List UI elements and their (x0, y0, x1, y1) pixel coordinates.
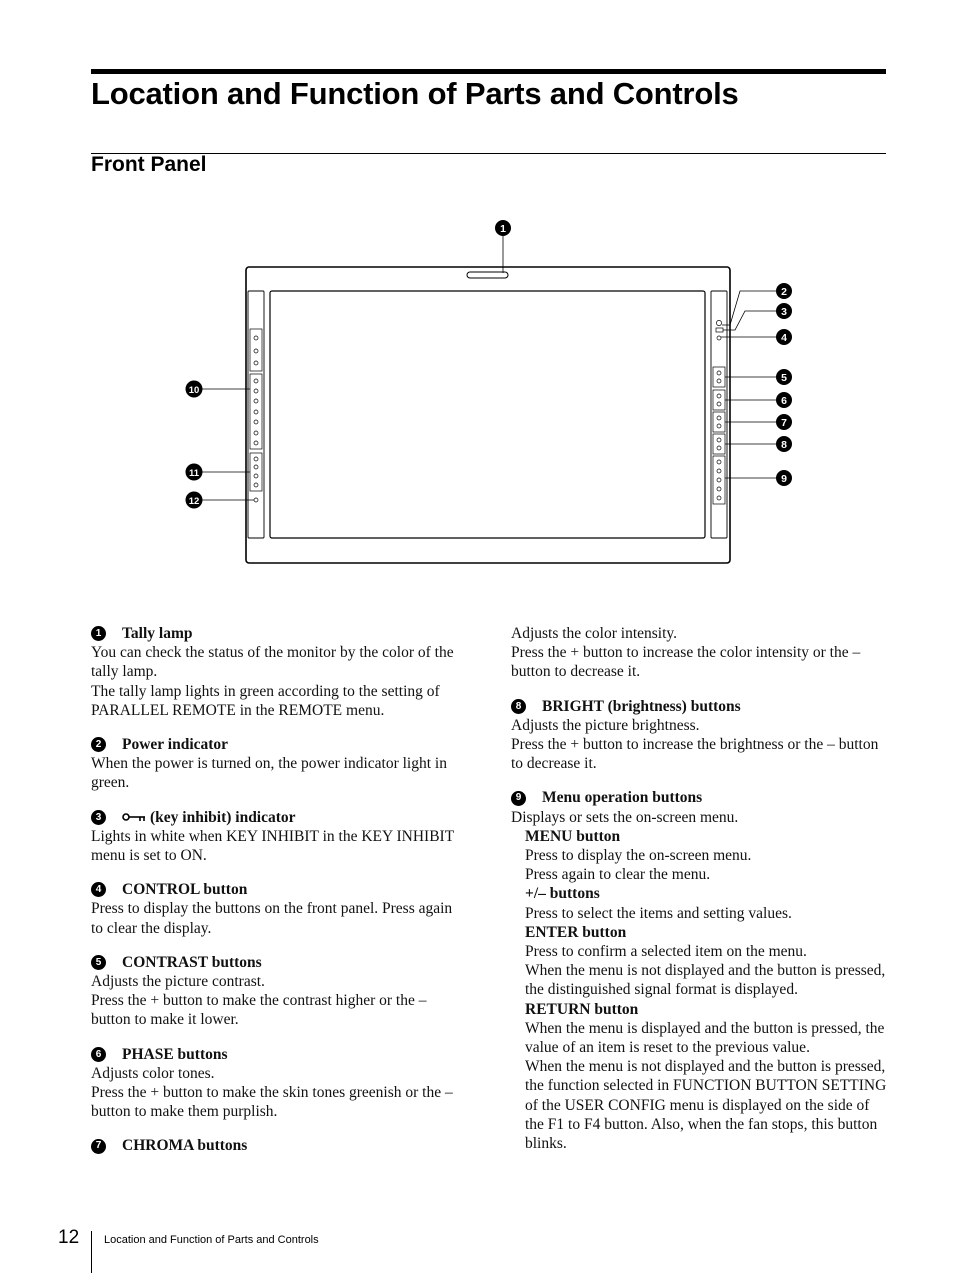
svg-text:3: 3 (781, 306, 787, 318)
sub-text: When the menu is displayed and the button is pressed, the value of an item is reset to the previous value. (525, 1019, 885, 1057)
number-badge: 5 (91, 955, 106, 970)
item-text: The tally lamp lights in green according to the setting of PARALLEL REMOTE in the REMOTE menu. (91, 682, 440, 719)
number-badge: 4 (91, 882, 106, 897)
enter-button-desc (511, 923, 889, 1000)
footer-divider (91, 1231, 92, 1273)
sub-title: RETURN button (525, 1000, 639, 1018)
item-title: Menu operation buttons (542, 789, 703, 807)
item-title: CONTROL button (122, 881, 248, 899)
number-badge: 7 (91, 1139, 106, 1154)
item-tally-lamp (91, 624, 466, 720)
item-text: Press the + button to increase the brightness or the – button to decrease it. (511, 736, 879, 773)
svg-text:7: 7 (781, 417, 787, 429)
sub-text: When the menu is not displayed and the button is pressed, the function selected in FUNCTION BUTTON SETTING of the USER CONFIG menu is displayed on the side of the F1 to F4 button. Also, when the fan stops, this button blinks. (525, 1058, 887, 1153)
item-title: BRIGHT (brightness) buttons (542, 697, 741, 715)
item-text: Adjusts the picture contrast. (91, 973, 265, 991)
svg-text:12: 12 (188, 496, 200, 507)
key-icon (122, 812, 146, 822)
svg-text:9: 9 (781, 473, 787, 485)
left-column (91, 624, 466, 1171)
monitor-screen (270, 291, 705, 538)
sub-title: +/– buttons (525, 885, 600, 903)
footer-text: Location and Function of Parts and Controls (104, 1234, 319, 1246)
sub-text: Press to select the items and setting values. (525, 904, 792, 922)
item-text: When the power is turned on, the power indicator light in green. (91, 755, 447, 792)
top-rule (91, 69, 886, 74)
number-badge: 2 (91, 737, 106, 752)
number-badge: 1 (91, 626, 106, 641)
svg-text:10: 10 (188, 385, 200, 396)
item-title: Power indicator (122, 736, 229, 754)
callout-5 (776, 369, 792, 385)
number-badge: 8 (511, 699, 526, 714)
item-control-button (91, 880, 466, 938)
item-menu-operation-buttons (511, 788, 889, 1153)
callout-2 (776, 283, 792, 299)
svg-text:1: 1 (500, 223, 506, 235)
item-power-indicator (91, 735, 466, 793)
sub-text: When the menu is not displayed and the button is pressed, the distinguished signal format is displayed. (525, 962, 886, 999)
item-bright-buttons (511, 697, 889, 774)
callout-7 (776, 414, 792, 430)
item-text: Press the + button to make the skin tones greenish or the – button to make them purplish. (91, 1084, 453, 1121)
svg-text:8: 8 (781, 439, 787, 451)
front-panel-diagram (0, 200, 954, 580)
number-badge: 6 (91, 1047, 106, 1062)
item-text: Adjusts color tones. (91, 1064, 215, 1082)
plus-minus-buttons-desc (511, 884, 889, 922)
item-key-inhibit (91, 808, 466, 866)
item-phase-buttons (91, 1045, 466, 1122)
item-chroma-buttons-head (91, 1136, 466, 1155)
tally-lamp-shape (467, 272, 508, 278)
svg-text:11: 11 (188, 468, 200, 479)
item-chroma-buttons-body (511, 624, 889, 682)
section-title: Front Panel (91, 153, 207, 176)
callout-10 (186, 381, 203, 398)
menu-button-desc (511, 827, 889, 885)
svg-text:4: 4 (781, 332, 787, 344)
item-title: Tally lamp (122, 625, 193, 642)
sub-text: Press to confirm a selected item on the menu. (525, 943, 807, 961)
item-text: Press to display the buttons on the front panel. Press again to clear the display. (91, 900, 453, 937)
callout-11 (186, 464, 203, 481)
item-text: Adjusts the color intensity. (511, 625, 678, 642)
item-text: Lights in white when KEY INHIBIT in the KEY INHIBIT menu is set to ON. (91, 827, 454, 865)
item-text: You can check the status of the monitor by the color of the tally lamp. (91, 644, 454, 681)
item-contrast-buttons (91, 953, 466, 1030)
sub-text: Press again to clear the menu. (525, 866, 711, 884)
sub-text: Press to display the on-screen menu. (525, 847, 752, 865)
number-badge: 9 (511, 791, 526, 806)
svg-text:2: 2 (781, 286, 787, 298)
item-title: CONTRAST buttons (122, 953, 262, 971)
right-column (511, 624, 889, 1168)
item-title: PHASE buttons (122, 1045, 228, 1063)
item-text: Adjusts the picture brightness. (511, 716, 700, 734)
sub-title: ENTER button (525, 923, 627, 941)
callout-3 (776, 303, 792, 319)
svg-text:6: 6 (781, 395, 787, 407)
page-number: 12 (58, 1227, 80, 1248)
number-badge: 3 (91, 810, 106, 825)
page-title: Location and Function of Parts and Controls (91, 76, 739, 111)
callout-4 (776, 329, 792, 345)
sub-title: MENU button (525, 827, 621, 845)
callout-9 (776, 470, 792, 486)
item-title: (key inhibit) indicator (150, 808, 296, 826)
item-text: Press the + button to make the contrast higher or the – button to make it lower. (91, 992, 427, 1029)
item-text: Press the + button to increase the color intensity or the – button to decrease it. (511, 644, 861, 681)
item-title: CHROMA buttons (122, 1137, 248, 1155)
callout-8 (776, 436, 792, 452)
svg-text:5: 5 (781, 372, 787, 384)
section-rule (91, 153, 886, 154)
return-button-desc (511, 1000, 889, 1154)
callout-6 (776, 392, 792, 408)
item-text: Displays or sets the on-screen menu. (511, 808, 739, 826)
callout-1 (495, 220, 511, 236)
callout-12 (186, 492, 203, 509)
